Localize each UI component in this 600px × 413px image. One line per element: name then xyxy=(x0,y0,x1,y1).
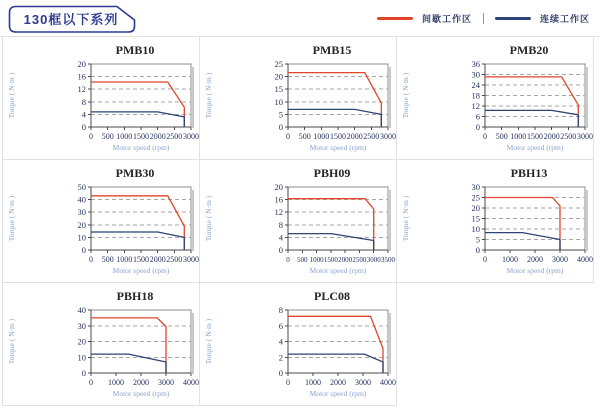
y-tick-label: 30 xyxy=(77,207,86,218)
x-tick-label: 500 xyxy=(297,256,308,264)
x-tick-label: 1000 xyxy=(116,255,133,264)
chart-cell-pbh13 xyxy=(397,160,594,283)
y-tick-label: 10 xyxy=(471,224,480,234)
chart-title: PMB20 xyxy=(509,43,549,57)
y-axis-label: Torque ( N·m ) xyxy=(7,318,16,365)
x-tick-label: 3000 xyxy=(183,255,199,264)
page-title-badge xyxy=(8,5,140,33)
x-tick-label: 2500 xyxy=(166,255,183,264)
y-tick-label: 30 xyxy=(471,182,480,192)
x-tick-label: 3000 xyxy=(355,378,371,387)
plot-area xyxy=(288,64,388,127)
x-tick-label: 1000 xyxy=(108,378,124,387)
y-axis-label: Torque ( N·m ) xyxy=(204,318,213,365)
y-axis-label: Torque ( N·m ) xyxy=(401,195,410,242)
chart-title: PMB15 xyxy=(312,43,352,57)
x-tick-label: 2000 xyxy=(133,378,149,387)
y-tick-label: 0 xyxy=(81,245,86,255)
chart-title: PBH09 xyxy=(313,166,351,180)
x-tick-label: 4000 xyxy=(577,255,593,264)
x-tick-label: 3000 xyxy=(577,132,593,141)
chart-pbh13 xyxy=(397,160,593,282)
x-axis-label: Motor speed (rpm) xyxy=(112,266,170,275)
y-tick-label: 15 xyxy=(471,213,480,224)
x-tick-label: 2500 xyxy=(352,256,367,264)
x-tick-label: 2500 xyxy=(166,132,183,141)
legend-divider xyxy=(483,13,484,24)
legend-label-intermittent: 间歇工作区 xyxy=(421,13,472,24)
y-tick-label: 5 xyxy=(278,109,283,120)
y-tick-label: 18 xyxy=(471,90,480,101)
y-tick-label: 12 xyxy=(77,84,86,95)
x-tick-label: 1500 xyxy=(527,132,543,141)
x-tick-label: 0 xyxy=(483,132,487,141)
intermittent-line-swatch xyxy=(377,17,413,20)
x-tick-label: 1500 xyxy=(330,132,346,141)
y-tick-label: 6 xyxy=(278,320,283,331)
y-tick-label: 30 xyxy=(77,320,86,331)
y-tick-label: 24 xyxy=(471,80,480,90)
x-axis-label: Motor speed (rpm) xyxy=(506,266,564,275)
x-tick-label: 2000 xyxy=(149,255,166,264)
y-tick-label: 0 xyxy=(81,122,86,132)
y-tick-label: 15 xyxy=(274,84,283,95)
x-tick-label: 2000 xyxy=(330,378,346,387)
chart-cell-pmb10 xyxy=(3,37,200,160)
y-tick-label: 40 xyxy=(77,305,86,315)
x-tick-label: 1500 xyxy=(133,255,149,264)
x-tick-label: 500 xyxy=(101,255,114,264)
y-tick-label: 20 xyxy=(274,71,283,82)
y-tick-label: 0 xyxy=(475,245,480,255)
y-tick-label: 5 xyxy=(475,234,480,245)
x-tick-label: 0 xyxy=(483,255,487,264)
y-tick-label: 0 xyxy=(81,368,86,378)
y-tick-label: 16 xyxy=(274,194,283,205)
y-axis-label: Torque ( N·m ) xyxy=(204,195,213,242)
y-tick-label: 2 xyxy=(278,352,283,363)
x-axis-label: Motor speed (rpm) xyxy=(112,389,170,398)
chart-cell-pmb15 xyxy=(200,37,397,160)
x-tick-label: 2000 xyxy=(338,256,353,264)
x-tick-label: 0 xyxy=(89,378,93,387)
x-tick-label: 500 xyxy=(101,132,114,141)
x-tick-label: 0 xyxy=(286,378,290,387)
x-tick-label: 500 xyxy=(298,132,311,141)
empty-cell xyxy=(397,283,594,406)
x-tick-label: 2000 xyxy=(149,132,166,141)
page-header xyxy=(0,0,600,37)
y-tick-label: 8 xyxy=(278,219,283,230)
x-tick-label: 1000 xyxy=(309,256,324,264)
x-tick-label: 0 xyxy=(286,132,290,141)
y-tick-label: 20 xyxy=(77,219,86,230)
y-axis-label: Torque ( N·m ) xyxy=(7,195,16,242)
chart-cell-plc08 xyxy=(200,283,397,406)
y-axis-label: Torque ( N·m ) xyxy=(401,72,410,119)
y-tick-label: 20 xyxy=(274,182,283,192)
y-tick-label: 8 xyxy=(278,305,283,315)
x-tick-label: 1000 xyxy=(510,132,527,141)
x-tick-label: 3000 xyxy=(158,378,174,387)
y-tick-label: 30 xyxy=(471,69,480,80)
y-tick-label: 50 xyxy=(77,182,86,192)
chart-pmb10 xyxy=(3,37,199,159)
x-tick-label: 0 xyxy=(286,256,290,264)
x-tick-label: 0 xyxy=(89,132,93,141)
x-axis-label: Motor speed (rpm) xyxy=(506,143,564,152)
y-tick-label: 25 xyxy=(274,59,283,69)
y-tick-label: 10 xyxy=(77,232,86,243)
x-axis-label: Motor speed (rpm) xyxy=(309,143,367,152)
y-tick-label: 0 xyxy=(278,245,283,255)
chart-pmb20 xyxy=(397,37,593,159)
chart-title: PBH18 xyxy=(116,289,154,303)
x-axis-label: Motor speed (rpm) xyxy=(309,389,367,398)
y-tick-label: 0 xyxy=(278,368,283,378)
chart-title: PMB30 xyxy=(115,166,155,180)
x-tick-label: 3000 xyxy=(183,132,199,141)
chart-pmb30 xyxy=(3,160,199,282)
y-tick-label: 4 xyxy=(81,109,86,120)
x-axis-label: Motor speed (rpm) xyxy=(309,266,367,275)
legend xyxy=(377,12,590,25)
y-axis-label: Torque ( N·m ) xyxy=(204,72,213,119)
y-tick-label: 16 xyxy=(77,71,86,82)
chart-cell-pmb30 xyxy=(3,160,200,283)
chart-cell-pmb20 xyxy=(397,37,594,160)
chart-pmb15 xyxy=(200,37,396,159)
x-tick-label: 3000 xyxy=(380,132,396,141)
y-tick-label: 10 xyxy=(274,96,283,107)
chart-title: PLC08 xyxy=(314,289,350,303)
y-axis-label: Torque ( N·m ) xyxy=(7,72,16,119)
charts-grid xyxy=(2,37,600,406)
x-tick-label: 4000 xyxy=(380,378,396,387)
x-tick-label: 1000 xyxy=(313,132,330,141)
x-tick-label: 500 xyxy=(495,132,508,141)
y-tick-label: 20 xyxy=(77,336,86,347)
x-tick-label: 1000 xyxy=(502,255,518,264)
legend-label-continuous: 连续工作区 xyxy=(539,13,590,24)
y-tick-label: 12 xyxy=(471,101,480,111)
x-tick-label: 1000 xyxy=(305,378,321,387)
page-title: 130框以下系列 xyxy=(23,12,119,27)
x-tick-label: 3500 xyxy=(381,256,395,264)
y-tick-label: 10 xyxy=(77,352,86,363)
y-tick-label: 6 xyxy=(475,111,480,122)
x-tick-label: 1500 xyxy=(323,256,338,264)
x-tick-label: 2000 xyxy=(543,132,560,141)
y-tick-label: 12 xyxy=(274,207,283,218)
x-tick-label: 2000 xyxy=(346,132,363,141)
y-tick-label: 40 xyxy=(77,194,86,205)
y-tick-label: 25 xyxy=(471,192,480,203)
x-tick-label: 2500 xyxy=(560,132,577,141)
x-tick-label: 2000 xyxy=(527,255,543,264)
continuous-line-swatch xyxy=(495,17,531,20)
chart-pbh09 xyxy=(200,160,396,282)
chart-cell-pbh18 xyxy=(3,283,200,406)
y-tick-label: 0 xyxy=(278,122,283,132)
chart-title: PMB10 xyxy=(115,43,155,57)
y-tick-label: 4 xyxy=(278,232,283,243)
y-tick-label: 4 xyxy=(278,336,283,347)
x-tick-label: 3000 xyxy=(366,256,381,264)
x-tick-label: 1000 xyxy=(116,132,133,141)
x-tick-label: 4000 xyxy=(183,378,199,387)
y-tick-label: 0 xyxy=(475,122,480,132)
x-axis-label: Motor speed (rpm) xyxy=(112,143,170,152)
x-tick-label: 2500 xyxy=(363,132,380,141)
chart-plc08 xyxy=(200,283,396,405)
chart-title: PBH13 xyxy=(510,166,548,180)
y-tick-label: 20 xyxy=(471,203,480,213)
y-tick-label: 20 xyxy=(77,59,86,69)
chart-pbh18 xyxy=(3,283,199,405)
x-tick-label: 3000 xyxy=(552,255,568,264)
chart-cell-pbh09 xyxy=(200,160,397,283)
x-tick-label: 0 xyxy=(89,255,93,264)
y-tick-label: 36 xyxy=(471,59,480,69)
y-tick-label: 8 xyxy=(81,96,86,107)
x-tick-label: 1500 xyxy=(133,132,149,141)
